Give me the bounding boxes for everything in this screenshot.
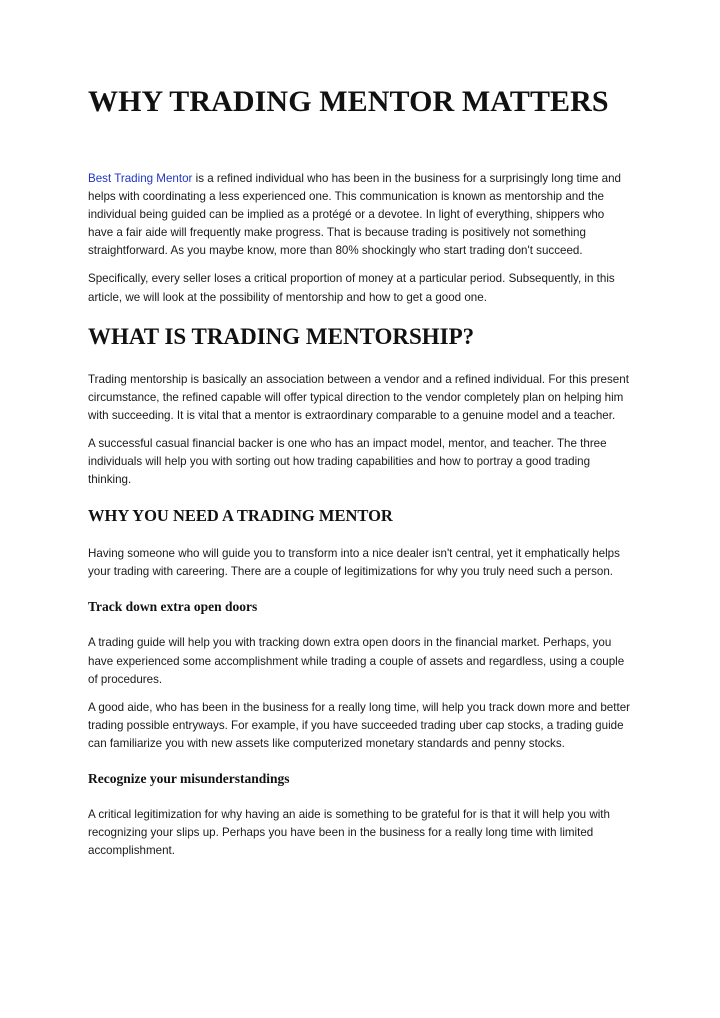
heading-what-is-trading-mentorship: WHAT IS TRADING MENTORSHIP? (88, 323, 475, 349)
best-trading-mentor-link[interactable]: Best Trading Mentor (88, 172, 193, 185)
recognize-paragraph-1: A critical legitimization for why having an aide is something to be grateful for is that it will help you with recognizing your slips up. Perhaps you have been in the business for a really long time with limited accomplishment. (88, 807, 610, 858)
track-paragraph-2: A good aide, who has been in the business for a really long time, will help you track down more and better trading possible entryways. For example, if you have succeeded trading uber cap stocks, a trading guide can familiarize you with new assets like computerized monetary standards and penny stocks. (88, 700, 631, 750)
page-title: WHY TRADING MENTOR MATTERS (88, 85, 609, 118)
heading-track-down-extra-open-doors: Track down extra open doors (88, 599, 258, 615)
heading-why-you-need-a-trading-mentor: WHY YOU NEED A TRADING MENTOR (88, 506, 393, 526)
intro-paragraph-1-text: is a refined individual who has been in the business for a surprisingly long time and helps with coordinating a less experienced one. This communication is known as mentorship and the individual being guided can be implied as a protégé or a devotee. In light of everything, shippers who have a fair aide will frequently make progress. That is because trading is positively not something straightforward. As you maybe know, more than 80% shockingly who start trading don't succeed. (88, 172, 621, 258)
intro-paragraph-1 (88, 170, 632, 260)
track-paragraph-1: A trading guide will help you with tracking down extra open doors in the financial market. Perhaps, you have experienced some accomplishment while trading a couple of assets and regardless, using a couple of procedures. (88, 636, 625, 686)
what-paragraph-2: A successful casual financial backer is one who has an impact model, mentor, and teacher. The three individuals will help you with sorting out how trading capabilities and how to portray a good trading thinking. (88, 436, 607, 487)
why-paragraph-1: Having someone who will guide you to transform into a nice dealer isn't central, yet it emphatically helps your trading with careering. There are a couple of legitimizations for why you truly need such a person. (88, 547, 620, 579)
intro-paragraph-2: Specifically, every seller loses a critical proportion of money at a particular period. Subsequently, in this article, we will look at the possibility of mentorship and how to get a good one. (88, 272, 615, 304)
heading-recognize-your-misunderstandings: Recognize your misunderstandings (88, 770, 290, 786)
what-paragraph-1: Trading mentorship is basically an association between a vendor and a refined individual. For this present circumstance, the refined capable will offer typical direction to the vendor completely plan on helping him with succeeding. It is vital that a mentor is extraordinary comparable to a genuine model and a teacher. (88, 372, 629, 422)
